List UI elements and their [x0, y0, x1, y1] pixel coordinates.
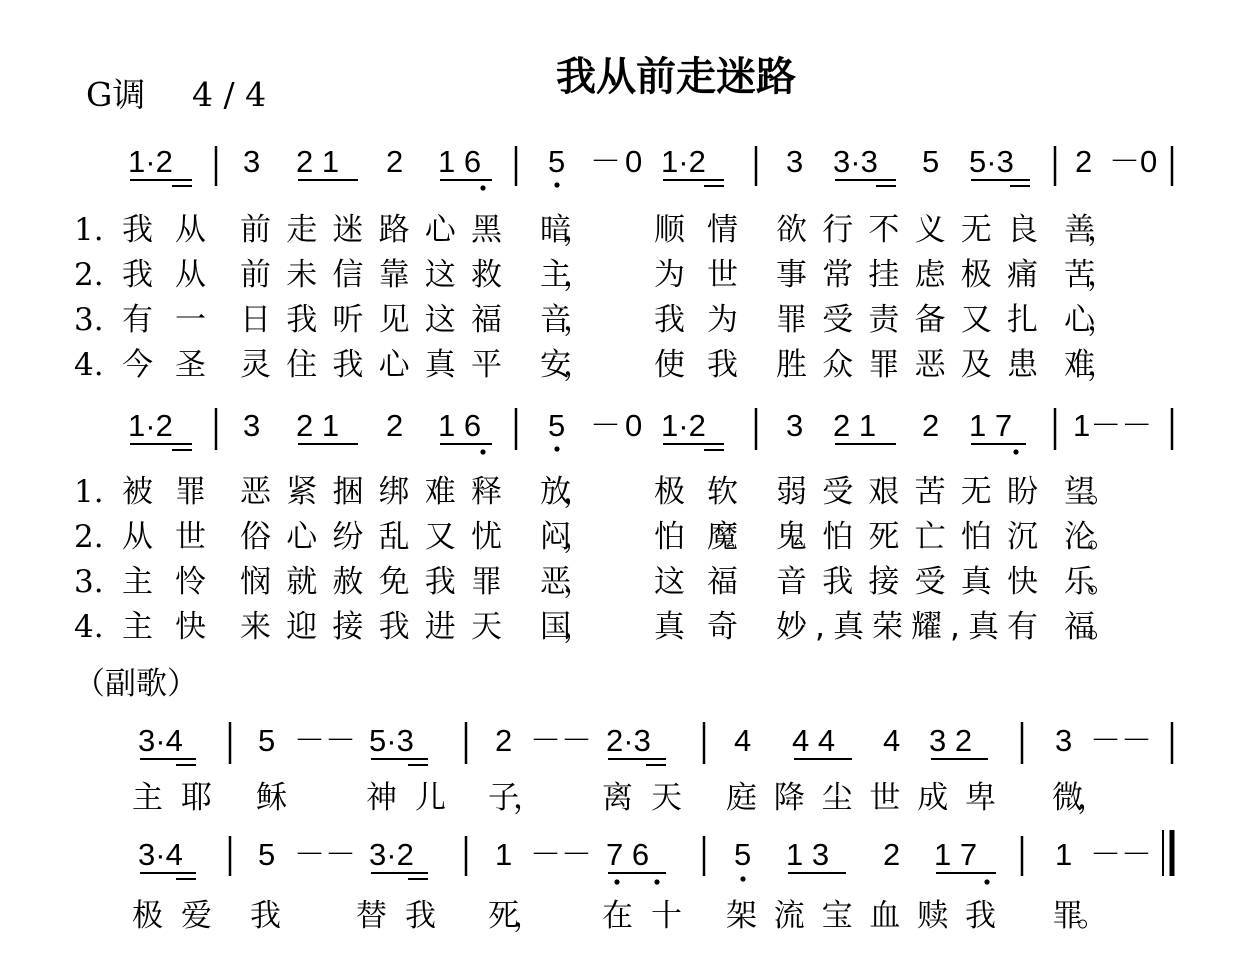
lyric: 主， [540, 257, 594, 293]
lyric: 罪受责备又扎 [776, 302, 1038, 338]
note: 1 6 [438, 408, 482, 443]
note: 5·3 [369, 723, 414, 758]
lyric: 罪。 [1052, 898, 1108, 934]
lyric: 我 [250, 898, 281, 934]
lyric: 有一 [122, 302, 206, 338]
lyric: 替我 [356, 898, 436, 934]
note: 1 7 [969, 408, 1013, 443]
lyric: 音， [540, 302, 594, 338]
system-2-notes [128, 408, 1172, 455]
lyric: 灵住我心真平 [240, 347, 502, 383]
lyric: 主快 [122, 609, 206, 645]
verse-number: 4. [74, 347, 104, 383]
verse-number: 1. [74, 212, 104, 248]
note: 3·2 [369, 837, 414, 872]
system-4-lyrics [132, 898, 1108, 934]
lyric: 子， [488, 780, 544, 816]
system-1-lyrics [74, 212, 1118, 383]
system-2-lyrics [74, 474, 1118, 645]
lyric: 难， [1064, 347, 1118, 383]
note: 5 [734, 837, 752, 872]
note: 4 4 [792, 723, 836, 758]
note: 1 [1055, 837, 1073, 872]
lyric: 俗心纷乱又忧 [240, 519, 502, 555]
lyric: 为世 [654, 257, 738, 293]
lyric: 福。 [1064, 609, 1118, 645]
note: 3 [243, 144, 261, 179]
system-3-lyrics [132, 780, 1108, 816]
note: －－ [1090, 837, 1152, 872]
lyric: 前未信靠这救 [240, 257, 502, 293]
lyric: 主怜 [122, 564, 206, 600]
verse-number: 3. [74, 564, 104, 600]
system-1-notes [128, 144, 1172, 191]
note: 3·4 [138, 723, 183, 758]
key-signature: G调 [86, 75, 146, 114]
lyric: 乐。 [1064, 564, 1118, 600]
lyric: 顺情 [654, 212, 738, 248]
system-3-notes [138, 722, 1172, 765]
note: 3 [786, 408, 804, 443]
lyric: 使我 [654, 347, 738, 383]
note: 5 [548, 408, 566, 443]
verse-number: 1. [74, 474, 104, 510]
note: 1·2 [128, 144, 173, 179]
note: －－ [530, 723, 592, 758]
lyric: 来迎接我进天 [240, 609, 502, 645]
lyric: 音我接受真快 [776, 564, 1038, 600]
verse-number: 4. [74, 609, 104, 645]
lyric: 微， [1052, 780, 1108, 816]
note: 2·3 [606, 723, 651, 758]
lyric: 神儿 [366, 780, 446, 816]
lyric: 死， [488, 898, 544, 934]
note: 5 [258, 837, 276, 872]
note: 1·2 [661, 144, 706, 179]
song-title: 我从前走迷路 [556, 54, 796, 100]
note: 3·3 [833, 144, 878, 179]
note: 3 [1055, 723, 1073, 758]
verse-number: 2. [74, 257, 104, 293]
note: 3 [243, 408, 261, 443]
system-4-notes [138, 830, 1172, 885]
lyric: 极爱 [132, 898, 212, 934]
note: 2 1 [296, 408, 340, 443]
lyric: 主耶 [132, 780, 212, 816]
lyric: 在十 [602, 898, 682, 934]
lyric: 心， [1064, 302, 1118, 338]
note: 2 [922, 408, 940, 443]
note: － [1109, 144, 1140, 179]
note: －－ [294, 837, 356, 872]
note: 3 [786, 144, 804, 179]
lyric: 善， [1064, 212, 1118, 248]
lyric: 恶， [540, 564, 594, 600]
note: 5 [258, 723, 276, 758]
note: 0 [625, 144, 643, 179]
lyric: 我从 [122, 257, 206, 293]
lyric: 苦， [1064, 257, 1118, 293]
lyric: 悯就赦免我罪 [240, 564, 502, 600]
time-signature: 4 / 4 [192, 75, 267, 114]
lyric: 离天 [602, 780, 682, 816]
note: 2 1 [833, 408, 877, 443]
lyric: 极软 [654, 474, 738, 510]
lyric: 望。 [1064, 474, 1118, 510]
lyric: 放， [540, 474, 594, 510]
lyric: 被罪 [122, 474, 206, 510]
note: 4 [734, 723, 752, 758]
note: 2 1 [296, 144, 340, 179]
lyric: 架流宝血赎我 [726, 898, 996, 934]
lyric: 欲行不义无良 [776, 212, 1038, 248]
lyric: 庭降尘世成卑 [726, 780, 996, 816]
lyric: 安， [540, 347, 594, 383]
note: － [590, 408, 621, 443]
note: 2 [883, 837, 901, 872]
verse-number: 2. [74, 519, 104, 555]
lyric: 怕魔 [654, 519, 738, 555]
note: 1 6 [438, 144, 482, 179]
note: 4 [883, 723, 901, 758]
lyric: 胜众罪恶及患 [776, 347, 1038, 383]
lyric: 弱受艰苦无盼 [776, 474, 1038, 510]
note: 2 [495, 723, 513, 758]
note: 1·2 [128, 408, 173, 443]
lyric: 国， [540, 609, 594, 645]
note: 1 3 [786, 837, 830, 872]
note: －－ [530, 837, 592, 872]
note: －－ [294, 723, 356, 758]
lyric: 我为 [654, 302, 738, 338]
lyric: 日我听见这福 [240, 302, 502, 338]
verse-number: 3. [74, 302, 104, 338]
note: 1 [495, 837, 513, 872]
lyric: 暗， [540, 212, 594, 248]
lyric: 稣 [256, 780, 287, 816]
note: － [590, 144, 621, 179]
lyric: 从世 [122, 519, 206, 555]
note: 2 [1075, 144, 1093, 179]
lyric: 恶紧捆绑难释 [240, 474, 502, 510]
note: 1·2 [661, 408, 706, 443]
lyric: 真奇 [654, 609, 738, 645]
lyric: 闷， [540, 519, 594, 555]
lyric: 这福 [654, 564, 738, 600]
note: 2 [386, 144, 404, 179]
note: 3·4 [138, 837, 183, 872]
note: －－ [1090, 723, 1152, 758]
chorus-label: （副歌） [74, 666, 198, 702]
lyric: 前走迷路心黑 [240, 212, 502, 248]
lyric: 鬼怕死亡怕沉 [776, 519, 1038, 555]
note: 0 [1140, 144, 1158, 179]
note: 0 [625, 408, 643, 443]
note: 1 7 [934, 837, 978, 872]
note: 5 [922, 144, 940, 179]
lyric: 今圣 [122, 347, 206, 383]
note: 5 [548, 144, 566, 179]
lyric: 事常挂虑极痛 [776, 257, 1038, 293]
note: 7 6 [606, 837, 650, 872]
note: 2 [386, 408, 404, 443]
lyric: 妙,真荣耀,真有 [776, 609, 1038, 645]
lyric: 我从 [122, 212, 206, 248]
lyric: 沦。 [1064, 519, 1118, 555]
note: 5·3 [969, 144, 1014, 179]
note: 3 2 [929, 723, 973, 758]
note: 1－－ [1073, 408, 1153, 443]
